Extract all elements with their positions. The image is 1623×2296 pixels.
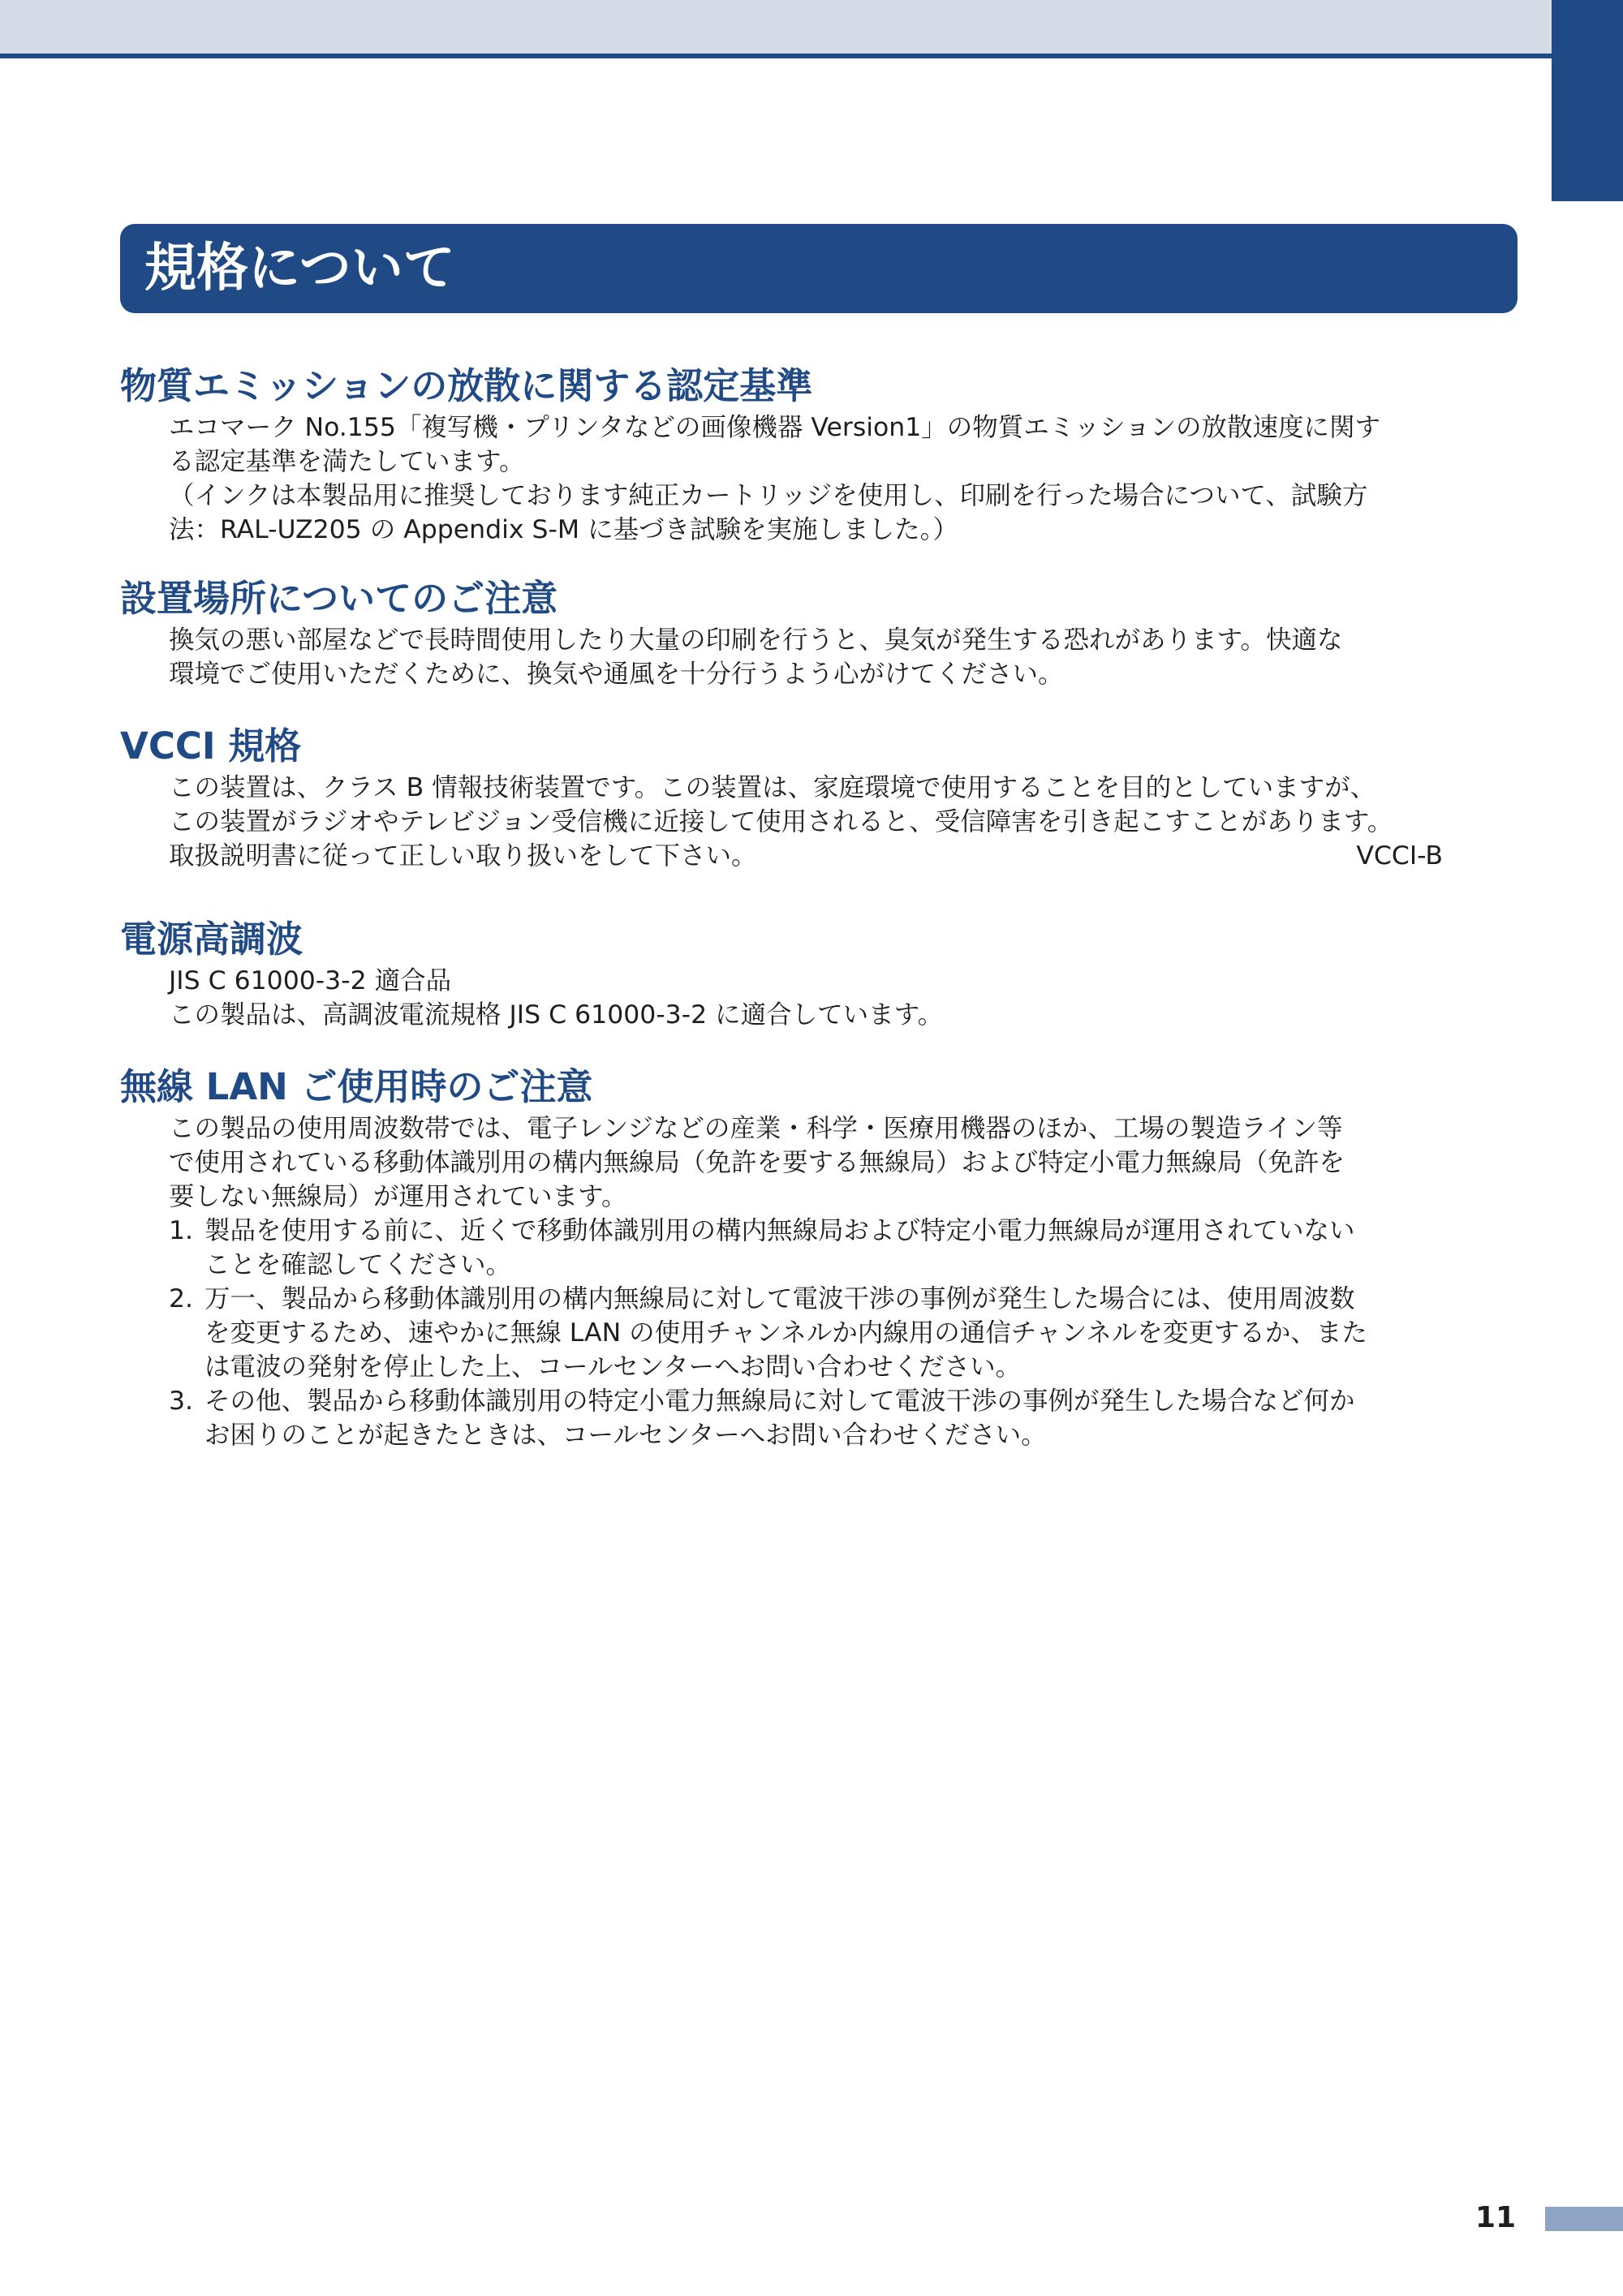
section-title: 物質エミッションの放散に関する認定基準 <box>120 364 813 407</box>
list-line: その他、製品から移動体識別用の特定小電力無線局に対して電波干渉の事例が発生した場合など何か <box>204 1387 1355 1416</box>
list-line: 製品を使用する前に、近くで移動体識別用の構内無線局および特定小電力無線局が運用されていない <box>204 1216 1355 1245</box>
vcci-code: VCCI-B <box>1356 841 1443 871</box>
list-text <box>204 1384 1508 1452</box>
section-vcci <box>120 722 1508 873</box>
section-body <box>120 964 1508 1032</box>
body-line: この製品の使用周波数帯では、電子レンジなどの産業・科学・医療用機器のほか、工場の製造ライン等 <box>169 1114 1343 1143</box>
side-tab <box>1552 0 1623 201</box>
list-item <box>169 1384 1508 1452</box>
list-line: ことを確認してください。 <box>204 1250 512 1279</box>
page-title: 規格について <box>144 239 455 299</box>
section-body <box>120 1111 1508 1452</box>
list-line: を変更するため、速やかに無線 LAN の使用チャンネルか内線用の通信チャンネルを変更するか、また <box>204 1318 1367 1348</box>
body-line: 環境でご使用いただくために、換気や通風を十分行うよう心がけてください。 <box>169 660 1064 689</box>
list-text <box>204 1214 1508 1282</box>
list-text <box>204 1282 1508 1384</box>
section-emission <box>120 362 1508 547</box>
list-number: 1. <box>169 1216 194 1245</box>
page-number: 11 <box>1475 2201 1517 2234</box>
body-line: エコマーク No.155「複写機・プリンタなどの画像機器 Version1」の物質エミッションの放散速度に関す <box>169 413 1381 442</box>
list-number: 3. <box>169 1387 194 1416</box>
list-number: 2. <box>169 1284 194 1314</box>
body-line: 要しない無線局）が運用されています。 <box>169 1182 627 1211</box>
section-installation <box>120 574 1508 691</box>
section-wireless <box>120 1063 1508 1452</box>
body-line-with-code <box>169 839 1508 873</box>
list-line: 万一、製品から移動体識別用の構内無線局に対して電波干渉の事例が発生した場合には、使用周波数 <box>204 1284 1355 1314</box>
top-rule <box>0 54 1552 58</box>
section-harmonics <box>120 915 1508 1032</box>
list-line: は電波の発射を停止した上、コールセンターへお問い合わせください。 <box>204 1352 1022 1382</box>
page-number-tab <box>1545 2207 1623 2231</box>
section-title: VCCI 規格 <box>120 724 302 767</box>
body-line: この装置がラジオやテレビジョン受信機に近接して使用されると、受信障害を引き起こすことがあります。 <box>169 807 1393 836</box>
section-body <box>120 411 1508 547</box>
body-line: 取扱説明書に従って正しい取り扱いをして下さい。 <box>169 841 757 871</box>
section-title: 無線 LAN ご使用時のご注意 <box>120 1065 593 1108</box>
list-line: お困りのことが起きたときは、コールセンターへお問い合わせください。 <box>204 1421 1047 1450</box>
top-band <box>0 0 1552 54</box>
body-line: で使用されている移動体識別用の構内無線局（免許を要する無線局）および特定小電力無線局（免許を <box>169 1148 1345 1177</box>
section-body <box>120 623 1508 691</box>
section-body <box>120 771 1508 873</box>
section-title: 設置場所についてのご注意 <box>120 577 558 620</box>
page-banner <box>120 224 1518 313</box>
body-line: 法：RAL-UZ205 の Appendix S-M に基づき試験を実施しました。） <box>169 515 958 544</box>
list-item <box>169 1282 1508 1384</box>
section-title: 電源高調波 <box>120 918 304 961</box>
body-line: る認定基準を満たしています。 <box>169 447 525 476</box>
body-line: この装置は、クラス B 情報技術装置です。この装置は、家庭環境で使用することを目的としていますが、 <box>169 773 1376 802</box>
body-line: （インクは本製品用に推奨しております純正カートリッジを使用し、印刷を行った場合について、試験方 <box>169 481 1368 510</box>
body-line: JIS C 61000-3-2 適合品 <box>169 966 452 995</box>
body-line: この製品は、高調波電流規格 JIS C 61000-3-2 に適合しています。 <box>169 1000 944 1030</box>
list-item <box>169 1214 1508 1282</box>
numbered-list <box>169 1214 1508 1452</box>
body-line: 換気の悪い部屋などで長時間使用したり大量の印刷を行うと、臭気が発生する恐れがあります。快適な <box>169 626 1343 655</box>
